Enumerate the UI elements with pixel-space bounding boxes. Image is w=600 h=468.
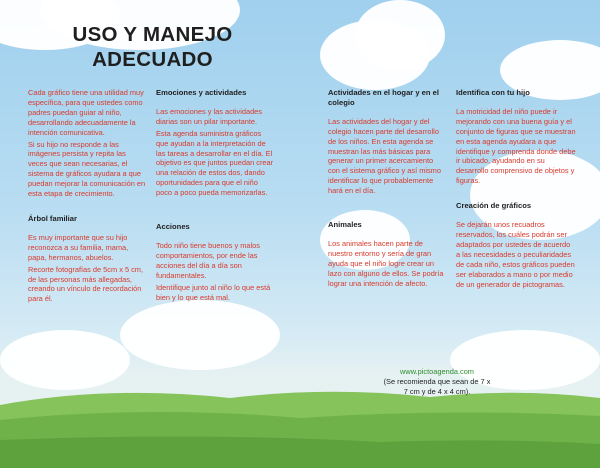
intro-paragraph-2: Si su hijo no responde a las imágenes persista y repita las veces que sean necesarias, el sistema de gráficos ayudara a que puedan mejorar la comunicación en esta etapa de crecimiento. (28, 139, 146, 199)
website-link[interactable]: www.pictoagenda.com (400, 367, 474, 376)
section-heading-identifica: Identifica con tu hijo (456, 88, 530, 97)
section-heading-acciones: Acciones (156, 222, 190, 232)
acciones-paragraph: Todo niño tiene buenos y malos comportamientos, por ende las acciones del día a día son fundamentales. (156, 240, 260, 280)
arbol-paragraph: Es muy importante que su hijo reconozca a su familia, mama, papa, hermanos, abuelos. (28, 232, 129, 262)
title-line-2: ADECUADO (92, 48, 213, 71)
size-note: (Se recomienda que sean de 7 x 7 cm y de 4 x 4 cm). (383, 376, 491, 396)
site-footer (382, 367, 492, 397)
arbol-paragraph-2: Recorte fotografías de 5cm x 5 cm, de las personas más allegadas, creando un vínculo de recordación para él. (28, 264, 144, 304)
intro-paragraph: Cada gráfico tiene una utilidad muy específica, para que ustedes como padres puedan guiar al niño, desarrollando adecuadamente la intención comunicativa. (28, 88, 144, 137)
section-heading-actividades: Actividades en el hogar y en el colegio (328, 88, 439, 107)
section-heading-arbol: Árbol familiar (28, 213, 77, 223)
page-title (40, 22, 265, 72)
animales-paragraph: Los animales hacen parte de nuestro entorno y sería de gran ayuda que el niño logre crear un lazo con alguno de ellos. Se podría lograr una intención de afecto. (328, 238, 444, 288)
emociones-paragraph: Las emociones y las actividades diarias son un pilar importante. (156, 106, 262, 126)
actividades-paragraph: Las actividades del hogar y del colegio hacen parte del desarrollo de los niños. En esta agenda se muestran las más básicas para generar un primer acercamiento con el sistema gráfico y así mismo identificar lo que probablemente hará en el día. (328, 116, 441, 196)
column-1 (28, 88, 146, 306)
column-2 (156, 88, 274, 304)
creacion-paragraph: Se dejarán unos recuadros reservados, los cuáles podrán ser adaptados por ustedes de acuerdo a las necesidades o peculiaridades de cada niño, estos gráficos pueden ser elaborados a mano o por medio de un generador de pictogramas. (456, 220, 575, 289)
section-heading-emociones: Emociones y actividades (156, 88, 247, 97)
acciones-paragraph-2: Identifique junto al niño lo que está bien y lo que está mal. (156, 282, 271, 302)
column-3 (328, 88, 446, 291)
section-heading-animales: Animales (328, 220, 362, 230)
emociones-paragraph-2: Esta agenda suministra gráficos que ayudan a la interpretación de las tareas a desarrollar en el día. El objetivo es que juntos puedan crear una relación de estos dos, dando oportunidades para que el niño poco a poco pueda memorizarlas. (156, 128, 274, 198)
identifica-paragraph: La motricidad del niño puede ir mejorando con una buena guía y el conjunto de figuras que se muestran en esta agenda ayudara a que identifique y comprenda donde debe ir ubicado, ayudando en su desarrollo comprensivo de objetos y figuras. (456, 106, 576, 186)
section-heading-creacion: Creación de gráficos (456, 201, 532, 211)
title-line-1: USO Y MANEJO (72, 23, 233, 46)
column-4 (456, 88, 576, 291)
